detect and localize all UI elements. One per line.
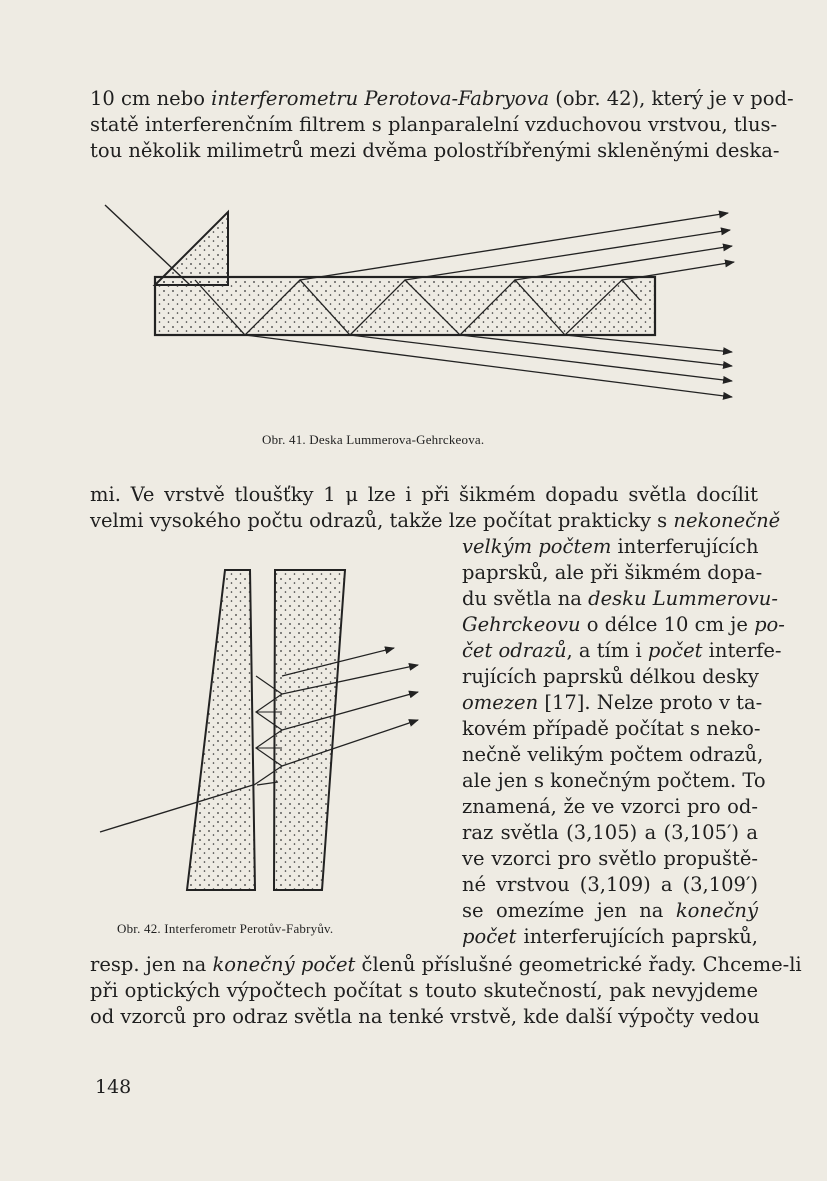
text-line: resp. jen na konečný počet členů příslušné geometrické řady. Chceme-li [90,953,802,976]
right-plate [274,570,345,890]
text-line: nečně velikým počtem odrazů, [462,743,764,766]
exit-ray-up-4 [622,262,734,280]
text-line: raz světla (3,105) a (3,105′) a [462,821,758,844]
figure-42-caption: Obr. 42. Interferometr Perotův-Fabryův. [117,921,334,936]
text-line: omezen [17]. Nelze proto v ta- [462,691,763,714]
figure-41-caption: Obr. 41. Deska Lummerova-Gehrckeova. [262,432,485,447]
text-line: ve vzorci pro světlo propuště- [462,847,758,870]
figure-42-perot-fabry [100,570,418,890]
text-line: 10 cm nebo interferometru Perotova-Fabryova (obr. 42), který je v pod- [90,87,794,110]
glass-plate [155,277,655,335]
left-plate [187,570,255,890]
exit-ray-up-3 [515,246,732,280]
text-line: při optických výpočtech počítat s touto skutečností, pak nevyjdeme [90,979,758,1002]
text-line: počet interferujících paprsků, [462,925,758,948]
text-line: né vrstvou (3,109) a (3,109′) [462,873,758,896]
incident-ray [105,205,190,285]
page-number: 148 [95,1076,132,1098]
text-line: kovém případě počítat s neko- [462,717,761,740]
prism [155,212,228,285]
text-line: ale jen s konečným počtem. To [462,769,766,792]
text-line: mi. Ve vrstvě tloušťky 1 μ lze i při šikmém dopadu světla docílit [90,483,758,506]
text-line: velmi vysokého počtu odrazů, takže lze počítat prakticky s nekonečně [90,509,781,532]
text-line: tou několik milimetrů mezi dvěma polostříbřenými skleněnými deska- [90,139,780,162]
text-line: paprsků, ale při šikmém dopa- [462,561,763,584]
text-line: rujících paprsků délkou desky [462,665,759,688]
text-line: velkým počtem interferujících [462,535,759,558]
exit-ray-down-2 [350,335,732,381]
text-line: Gehrckeovu o délce 10 cm je po- [462,613,785,636]
text-line: od vzorců pro odraz světla na tenké vrstvě, kde další výpočty vedou [90,1005,760,1028]
text-line: čet odrazů, a tím i počet interfe- [462,639,782,662]
exit-ray-up-1 [300,213,728,280]
text-line: znamená, že ve vzorci pro od- [462,795,758,818]
exit-ray-down-3 [460,335,732,366]
figure-41-lummer-gehrcke-plate [105,205,734,397]
text-line: se omezíme jen na konečný [462,899,758,922]
text-line: statě interferenčním filtrem s planparalelní vzduchovou vrstvou, tlus- [90,113,778,136]
text-line: du světla na desku Lummerovu- [462,587,778,610]
